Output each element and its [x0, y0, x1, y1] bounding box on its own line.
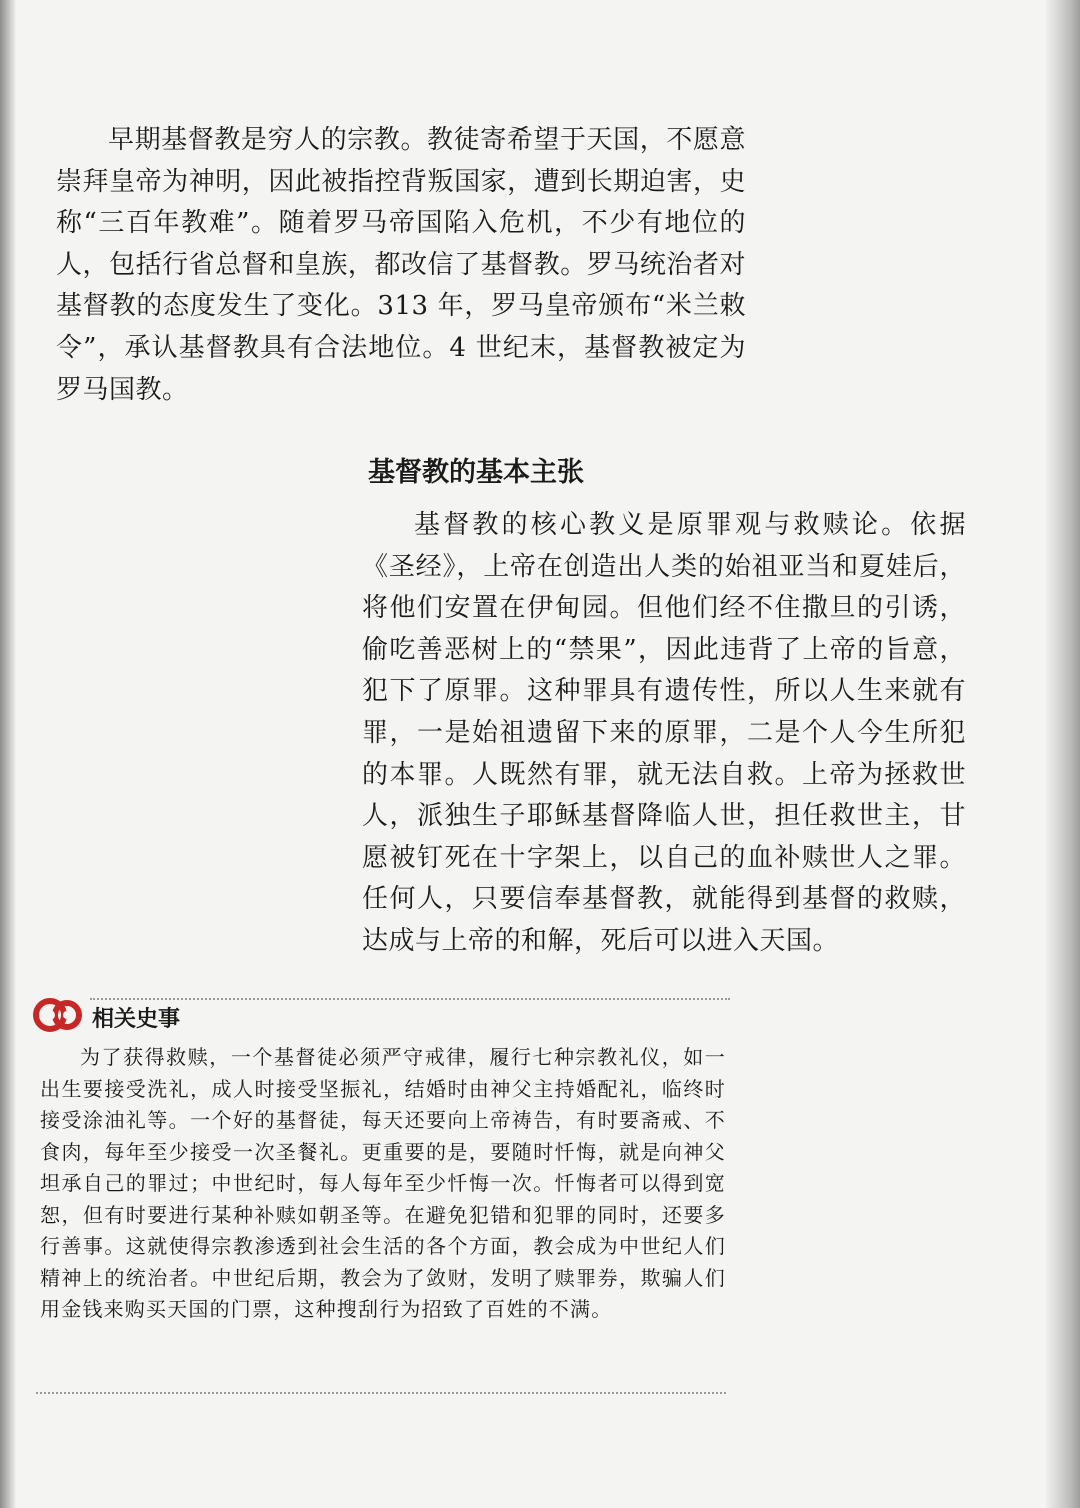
sidebar-paragraph: 为了获得救赎，一个基督徒必须严守戒律，履行七种宗教礼仪，如一出生要接受洗礼，成人时接受坚振礼，结婚时由神父主持婚配礼，临终时接受涂油礼等。一个好的基督徒，每天还要向上帝祷告，有时要斋戒、不食肉，每年至少接受一次圣餐礼。更重要的是，要随时忏悔，就是向神父坦承自己的罪过；中世纪时，每人每年至少忏悔一次。忏悔者可以得到宽恕，但有时要进行某种补赎如朝圣等。在避免犯错和犯罪的同时，还要多行善事。这就使得宗教渗透到社会生活的各个方面，教会成为中世纪人们精神上的统治者。中世纪后期，教会为了敛财，发明了赎罪券，欺骗人们用金钱来购买天国的门票，这种搜刮行为招致了百姓的不满。 [40, 1045, 726, 1321]
sidebar-heading: 相关史事 [92, 1007, 181, 1032]
intro-paragraph: 早期基督教是穷人的宗教。教徒寄希望于天国，不愿意崇拜皇帝为神明，因此被指控背叛国家，遭到长期迫害，史称“三百年教难”。随着罗马帝国陷入危机，不少有地位的人，包括行省总督和皇族，都改信了基督教。罗马统治者对基督教的态度发生了变化。313 年，罗马皇帝颁布“米兰敕令”，承认基督教具有合法地位。4 世纪末，基督教被定为罗马国教。 [56, 125, 746, 405]
related-history-logo-icon [32, 990, 84, 1040]
doctrine-paragraph: 基督教的核心教义是原罪观与救赎论。依据《圣经》，上帝在创造出人类的始祖亚当和夏娃后，将他们安置在伊甸园。但他们经不住撒旦的引诱，偷吃善恶树上的“禁果”，因此违背了上帝的旨意，犯下了原罪。这种罪具有遗传性，所以人生来就有罪，一是始祖遗留下来的原罪，二是个人今生所犯的本罪。人既然有罪，就无法自救。上帝为拯救世人，派独生子耶稣基督降临人世，担任救世主，甘愿被钉死在十字架上，以自己的血补赎世人之罪。任何人，只要信奉基督教，就能得到基督的救赎，达成与上帝的和解，死后可以进入天国。 [362, 510, 966, 956]
page-edge [1046, 0, 1080, 1508]
sidebar-top-divider [90, 998, 730, 1000]
sidebar-bottom-divider [36, 1392, 726, 1394]
book-spine-shadow [0, 0, 16, 1508]
section-heading: 基督教的基本主张 [368, 457, 584, 488]
